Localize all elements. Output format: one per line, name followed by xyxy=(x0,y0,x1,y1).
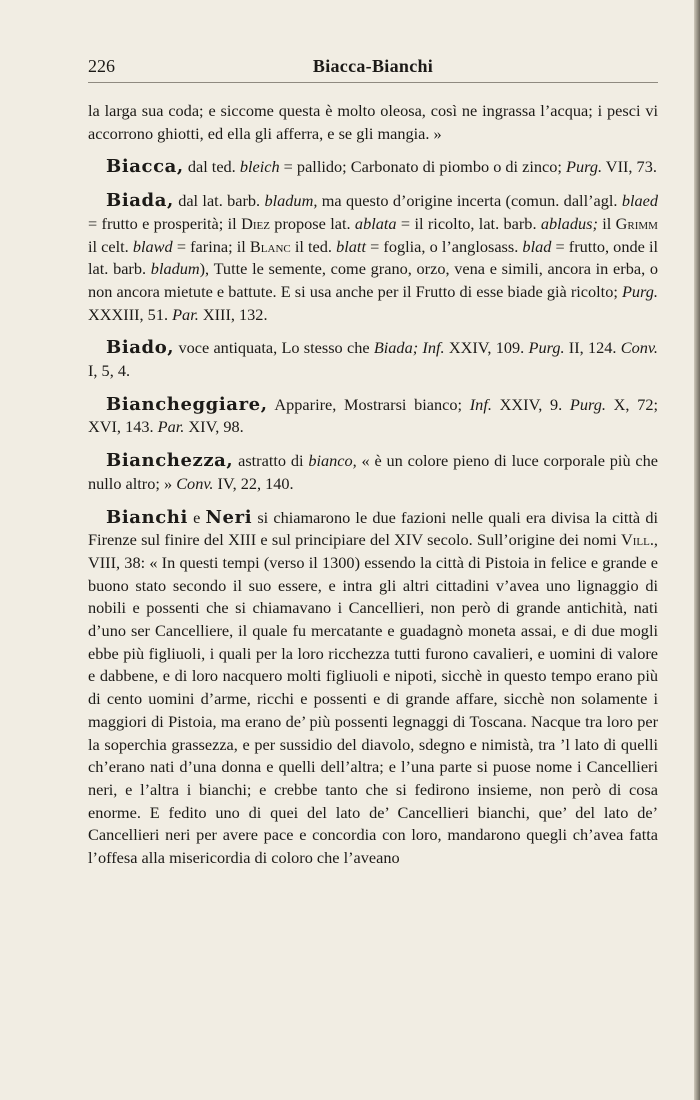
headword-neri: Neri xyxy=(205,506,253,528)
entry-biada: Biada, dal lat. barb. bladum, ma questo d’origine incerta (comun. dall’agl. blaed = frutto e prosperità; il Diez propose lat. ablata = il ricolto, lat. barb. abladus; il Grimm il celt. blawd = farina; il Blanc il ted. blatt = foglia, o l’anglosass. blad = frutto, onde il lat. barb. bladum), Tutte le semente, come grano, orzo, vena e simili, ancora in erba, o non ancora mietute e battute. E si usa anche per il Frutto di esse biade già ricolto; Purg. XXXIII, 51. Par. XIII, 132. xyxy=(88,190,659,324)
page-number: 226 xyxy=(88,56,115,76)
continuation-paragraph: la larga sua coda; e siccome questa è molto oleosa, così ne ingrassa l’acqua; i pesci vi accorrono ghiotti, ed ella gli afferra, e se gli mangia. » xyxy=(88,101,658,143)
entry-biacca: Biacca, dal ted. bleich = pallido; Carbonato di piombo o di zinco; Purg. VII, 73. xyxy=(106,156,657,178)
headword-biada: Biada, xyxy=(106,190,174,212)
headword-biacca: Biacca, xyxy=(106,156,184,178)
entry-bianchezza: Bianchezza, astratto di bianco, « è un colore pieno di luce corporale più che nullo altro; » Conv. IV, 22, 140. xyxy=(88,450,658,493)
entry-bianchi-e-neri: Bianchi e Neri si chiamarono le due fazioni nelle quali era divisa la città di Firenze sul finire del XIII e sul principiare del XIV secolo. Sull’origine dei nomi Vill., VIII, 38: « In questi tempi (verso il 1300) essendo la città di Pistoia in felice e grande e buono stato secondo il suo essere, e intra gli altri cittadini v’avea uno lignaggio di nobili e possenti che si chiamavano i Cancellieri, non però di grande antichità, nati d’uno ser Cancelliere, il quale fu mercatante e guadagnò moneta assai, e di due mogli ebbe più figliuoli, i quali per la loro ricchezza tutti furono cavalieri, e uomini di valore e dabbene, e di loro nacquero molti figliuoli e nipoti, sicchè in questo tempo erano più di cento uomini d’arme, ricchi e possenti e di grande affare, sicchè non solamente i maggiori di Pistoia, ma erano de’ più possenti legnaggi di Toscana. Nacque tra loro per la soperchia grassezza, e per sussidio del diavolo, sdegno e nimistà, tra ’l lato di quelli ch’erano nati d’una donna e quelli dell’altra; e l’una parte si puose nome i Cancellieri neri, e l’altra i bianchi; e crebbe tanto che si fedirono insieme, non però di cosa enorme. E fedito uno di quei del lato de’ Cancellieri bianchi, que’ del lato de’ Cancellieri neri per avere pace e concordia con loro, mandarono quegli ch’avea fatta l’offesa alla misericordia di coloro che l’aveano xyxy=(88,506,658,868)
headword-bianchezza: Bianchezza, xyxy=(106,450,234,472)
headword-bianchi: Bianchi xyxy=(106,506,188,528)
headword-biancheggiare: Biancheggiare, xyxy=(106,393,268,415)
page-header xyxy=(88,56,658,82)
header-rule xyxy=(88,82,658,83)
entry-biado: Biado, voce antiquata, Lo stesso che Biada; Inf. XXIV, 109. Purg. II, 124. Conv. I, 5, 4. xyxy=(88,337,658,381)
running-head: Biacca-Bianchi xyxy=(312,56,434,76)
headword-biado: Biado, xyxy=(106,337,175,359)
entry-biancheggiare: Biancheggiare, Apparire, Mostrarsi bianco; Inf. XXIV, 9. Purg. X, 72; XVI, 143. Par. XIV, 98. xyxy=(88,393,658,437)
page-body xyxy=(88,100,658,881)
page-edge-shadow xyxy=(694,0,700,1100)
